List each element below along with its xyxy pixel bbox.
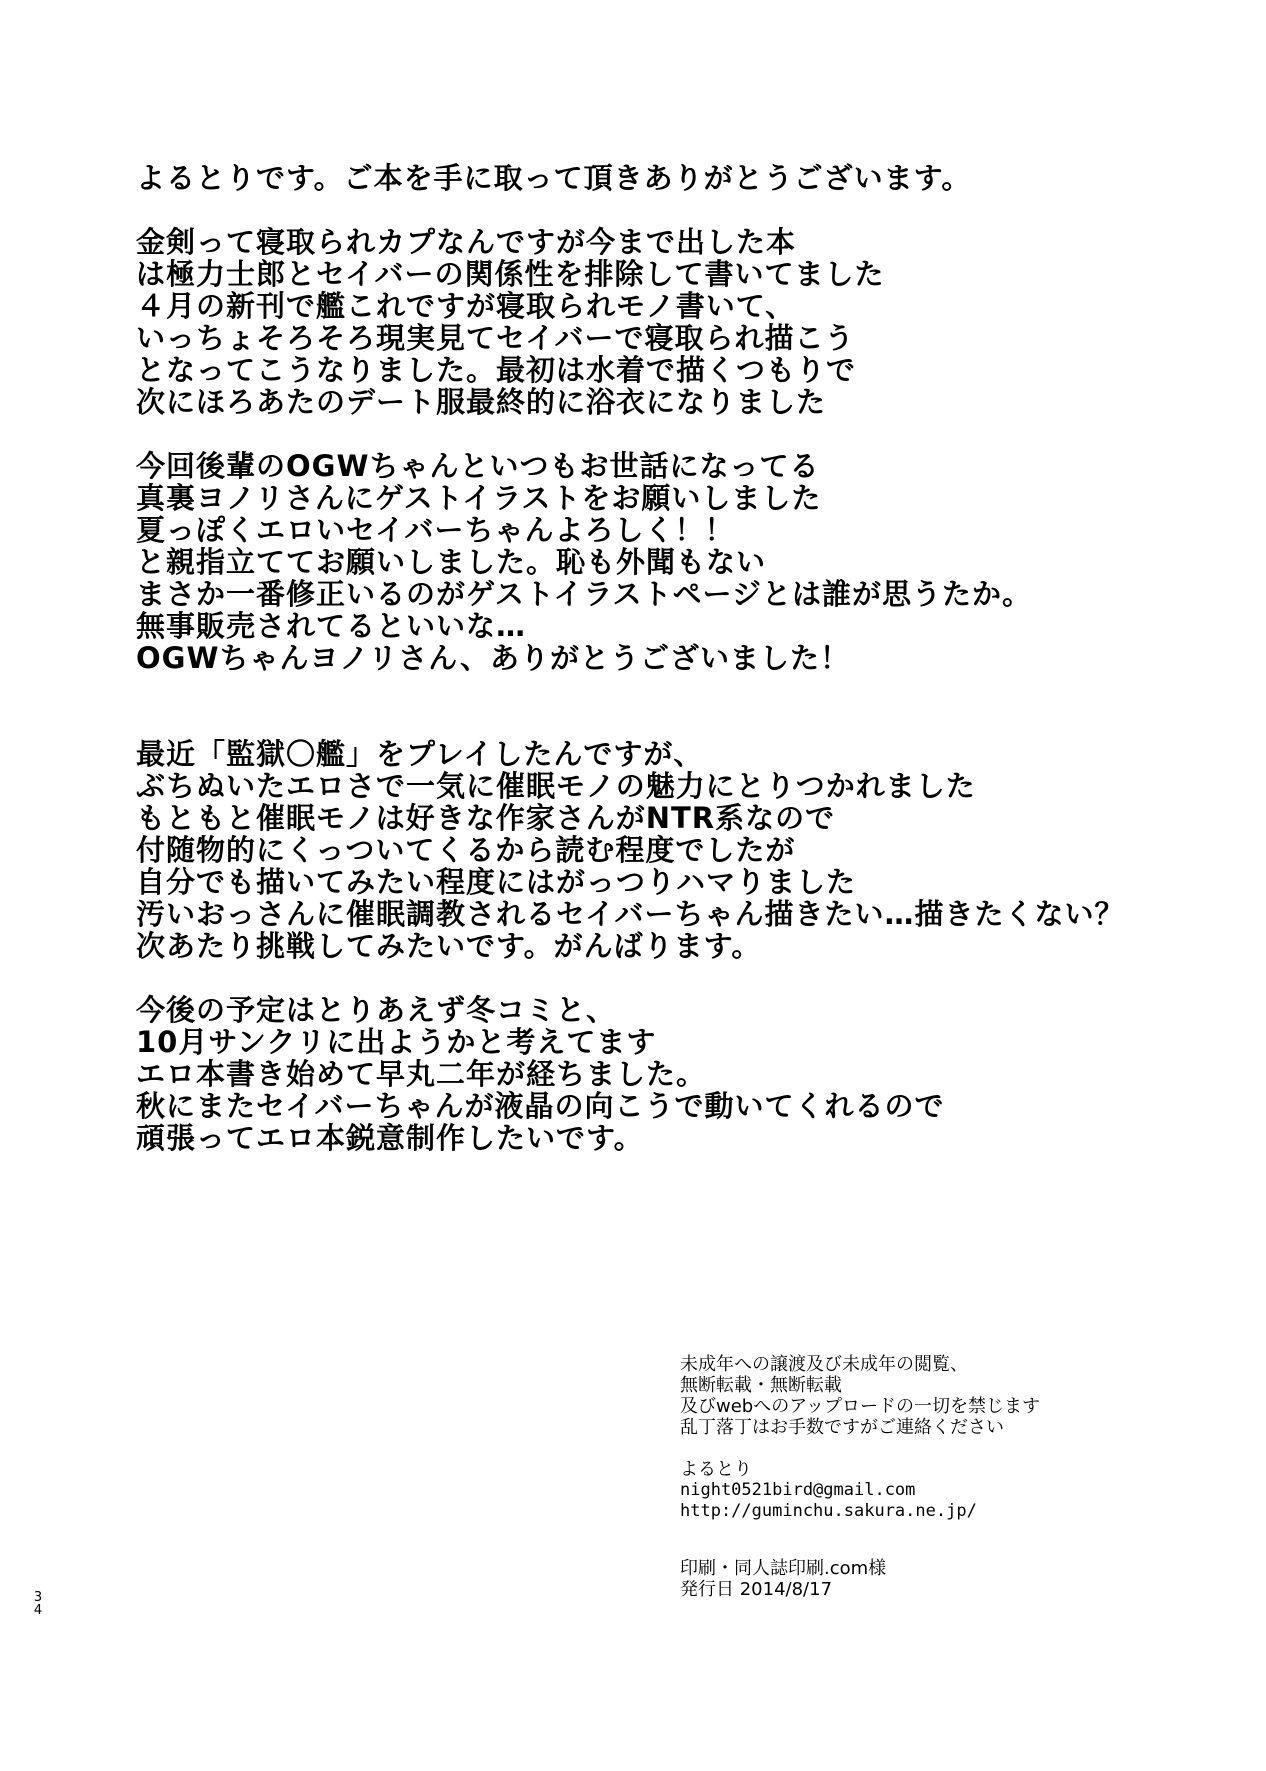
text-line: よるとりです。ご本を手に取って頂きありがとうございます。: [136, 161, 972, 195]
text-line: 夏っぽくエロいセイバーちゃんよろしく！！: [136, 513, 735, 547]
text-line: となってこうなりました。最初は水着で描くつもりで: [136, 353, 857, 387]
text-line: は極力士郎とセイバーの関係性を排除して書いてました: [136, 257, 885, 291]
afterword-body: [136, 162, 1216, 1154]
author-website: http://guminchu.sakura.ne.jp/: [680, 1501, 977, 1521]
text-line: ４月の新刊で艦これですが寝取られモノ書いて、: [136, 289, 796, 323]
notice-line: 乱丁落丁はお手数ですがご連絡ください: [680, 1417, 1004, 1438]
text-line: 真裏ヨノリさんにゲストイラストをお願いしました: [136, 481, 822, 515]
printer-credit: 印刷・同人誌印刷.com様: [680, 1558, 887, 1579]
text-line: 最近「監獄〇艦」をプレイしたんですが、: [136, 737, 704, 771]
text-line: OGWちゃんヨノリさん、ありがとうございました！: [136, 641, 851, 675]
text-line: エロ本書き始めて早丸二年が経ちました。: [136, 1057, 707, 1091]
publication-info: [680, 1558, 1200, 1600]
text-line: 付随物的にくっついてくるから読む程度でしたが: [136, 833, 796, 867]
text-line: 今回後輩のOGWちゃんといつもお世話になってる: [136, 449, 820, 483]
text-line: 汚いおっさんに催眠調教されるセイバーちゃん描きたい…描きたくない？: [136, 897, 1125, 931]
paragraph-greeting: [136, 162, 1216, 194]
contact-info: [680, 1459, 1200, 1522]
text-line: と親指立ててお願いしました。恥も外聞もない: [136, 545, 767, 579]
text-line: 頑張ってエロ本鋭意制作したいです。: [136, 1121, 644, 1155]
paragraph-hypnosis-genre: [136, 738, 1216, 962]
text-line: 秋にまたセイバーちゃんが液晶の向こうで動いてくれるので: [136, 1089, 945, 1123]
text-line: 自分でも描いてみたい程度にはがっつりハマりました: [136, 865, 857, 899]
paragraph-guest-illustration: [136, 450, 1216, 674]
text-line: まさか一番修正いるのがゲストイラストページとは誰が思うたか。: [136, 577, 1032, 611]
author-email: night0521bird@gmail.com: [680, 1480, 916, 1500]
notice-line: 及びwebへのアップロードの一切を禁じます: [680, 1396, 1040, 1417]
notice-line: 無断転載・無断転載: [680, 1375, 842, 1396]
text-line: 今後の予定はとりあえず冬コミと、: [136, 993, 617, 1027]
paragraph-future-plans: [136, 994, 1216, 1154]
page-number: 34: [33, 1590, 43, 1618]
text-line: ぶちぬいたエロさで一気に催眠モノの魅力にとりつかれました: [136, 769, 976, 803]
text-line: 10月サンクリに出ようかと考えてます: [136, 1025, 657, 1059]
issue-date: 発行日 2014/8/17: [680, 1579, 833, 1600]
text-line: 次あたり挑戦してみたいです。がんばります。: [136, 929, 762, 963]
text-line: 無事販売されてるといいな…: [136, 609, 527, 643]
notice-line: 未成年への譲渡及び未成年の閲覧、: [680, 1354, 968, 1375]
legal-notice: [680, 1354, 1200, 1438]
text-line: 次にほろあたのデート服最終的に浴衣になりました: [136, 385, 827, 419]
text-line: 金剣って寝取られカプなんですが今まで出した本: [136, 225, 797, 259]
text-line: もともと催眠モノは好きな作家さんがNTR系なので: [136, 801, 836, 835]
colophon: [680, 1354, 1200, 1600]
author-name: よるとり: [680, 1459, 752, 1480]
text-line: いっちょそろそろ現実見てセイバーで寝取られ描こう: [136, 321, 855, 355]
paragraph-about-book: [136, 226, 1216, 418]
